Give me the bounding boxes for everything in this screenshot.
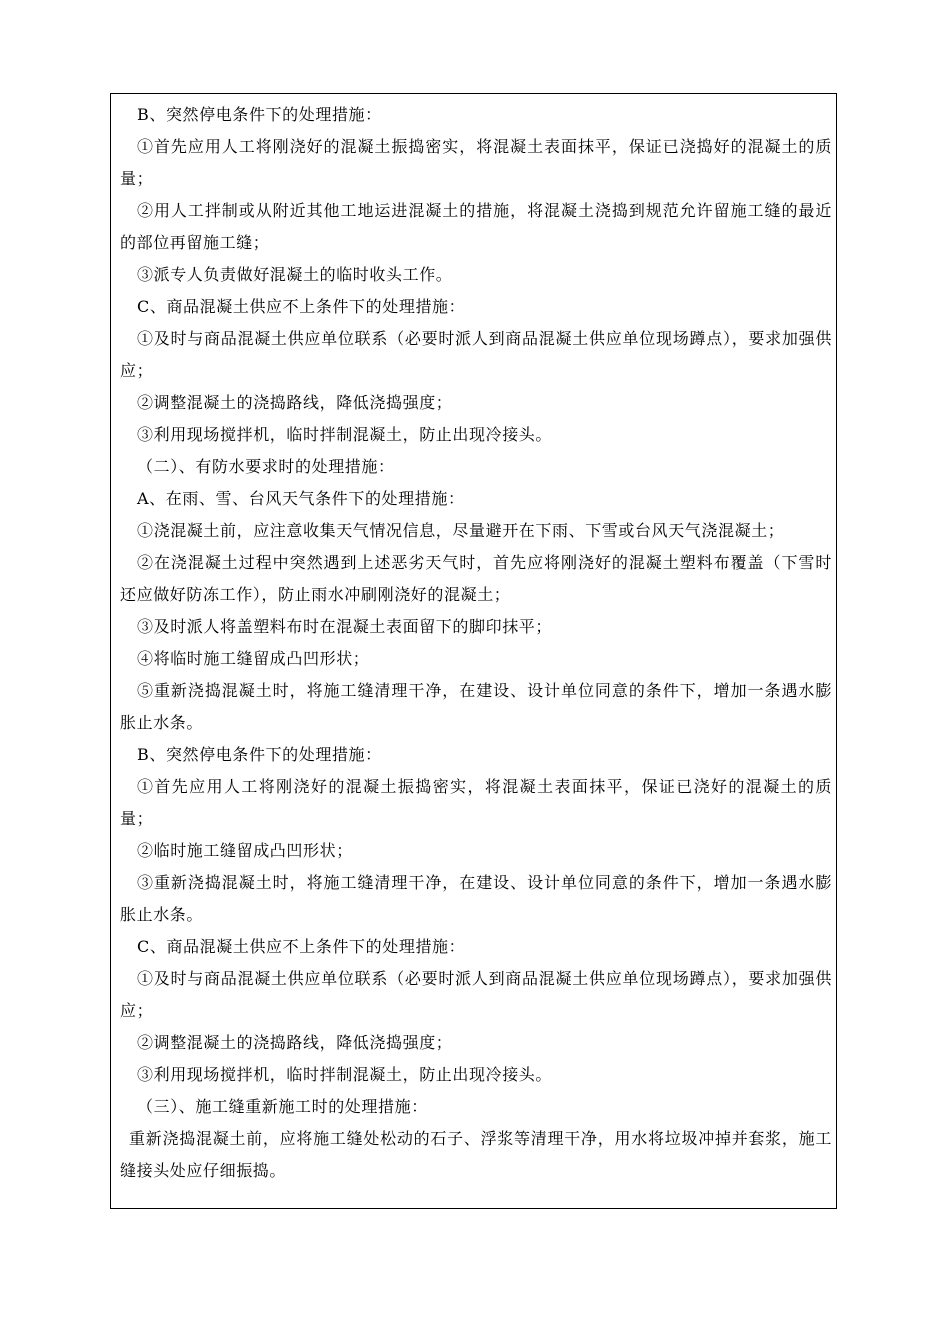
paragraph: ①及时与商品混凝土供应单位联系（必要时派人到商品混凝土供应单位现场蹲点），要求加强供应；	[120, 329, 832, 380]
paragraph: ③及时派人将盖塑料布时在混凝土表面留下的脚印抹平；	[137, 617, 553, 636]
paragraph: B、突然停电条件下的处理措施：	[137, 745, 382, 764]
paragraph: C、商品混凝土供应不上条件下的处理措施：	[137, 937, 466, 956]
paragraph: ③利用现场搅拌机，临时拌制混凝土，防止出现冷接头。	[137, 425, 553, 444]
paragraph: ②在浇混凝土过程中突然遇到上述恶劣天气时，首先应将刚浇好的混凝土塑料布覆盖（下雪时还应做好防冻工作），防止雨水冲刷刚浇好的混凝土；	[120, 553, 832, 604]
paragraph: ②调整混凝土的浇捣路线，降低浇捣强度；	[137, 1033, 453, 1052]
paragraph: 重新浇捣混凝土前，应将施工缝处松动的石子、浮浆等清理干净，用水将垃圾冲掉并套浆，施工缝接头处应仔细振捣。	[120, 1129, 832, 1180]
paragraph: ③派专人负责做好混凝土的临时收头工作。	[137, 265, 453, 284]
paragraph: ③重新浇捣混凝土时，将施工缝清理干净，在建设、设计单位同意的条件下，增加一条遇水膨胀止水条。	[120, 873, 832, 924]
paragraph: （二）、有防水要求时的处理措施：	[137, 457, 395, 476]
paragraph: C、商品混凝土供应不上条件下的处理措施：	[137, 297, 466, 316]
paragraph: ①首先应用人工将刚浇好的混凝土振捣密实，将混凝土表面抹平，保证已浇捣好的混凝土的质量；	[120, 137, 832, 188]
paragraph: A、在雨、雪、台风天气条件下的处理措施：	[137, 489, 465, 508]
paragraph: ②用人工拌制或从附近其他工地运进混凝土的措施，将混凝土浇捣到规范允许留施工缝的最近的部位再留施工缝；	[120, 201, 832, 252]
paragraph: ④将临时施工缝留成凸凹形状；	[137, 649, 370, 668]
paragraph: ②调整混凝土的浇捣路线，降低浇捣强度；	[137, 393, 453, 412]
paragraph: ①浇混凝土前，应注意收集天气情况信息，尽量避开在下雨、下雪或台风天气浇混凝土；	[137, 521, 785, 540]
paragraph: ②临时施工缝留成凸凹形状；	[137, 841, 353, 860]
paragraph: ⑤重新浇捣混凝土时，将施工缝清理干净，在建设、设计单位同意的条件下，增加一条遇水膨胀止水条。	[120, 681, 832, 732]
paragraph: B、突然停电条件下的处理措施：	[137, 105, 382, 124]
paragraph: ①及时与商品混凝土供应单位联系（必要时派人到商品混凝土供应单位现场蹲点），要求加强供应；	[120, 969, 832, 1020]
paragraph: ①首先应用人工将刚浇好的混凝土振捣密实，将混凝土表面抹平，保证已浇好的混凝土的质量；	[120, 777, 832, 828]
paragraph: （三）、施工缝重新施工时的处理措施：	[137, 1097, 428, 1116]
document-body	[120, 99, 832, 1187]
paragraph: ③利用现场搅拌机，临时拌制混凝土，防止出现冷接头。	[137, 1065, 553, 1084]
